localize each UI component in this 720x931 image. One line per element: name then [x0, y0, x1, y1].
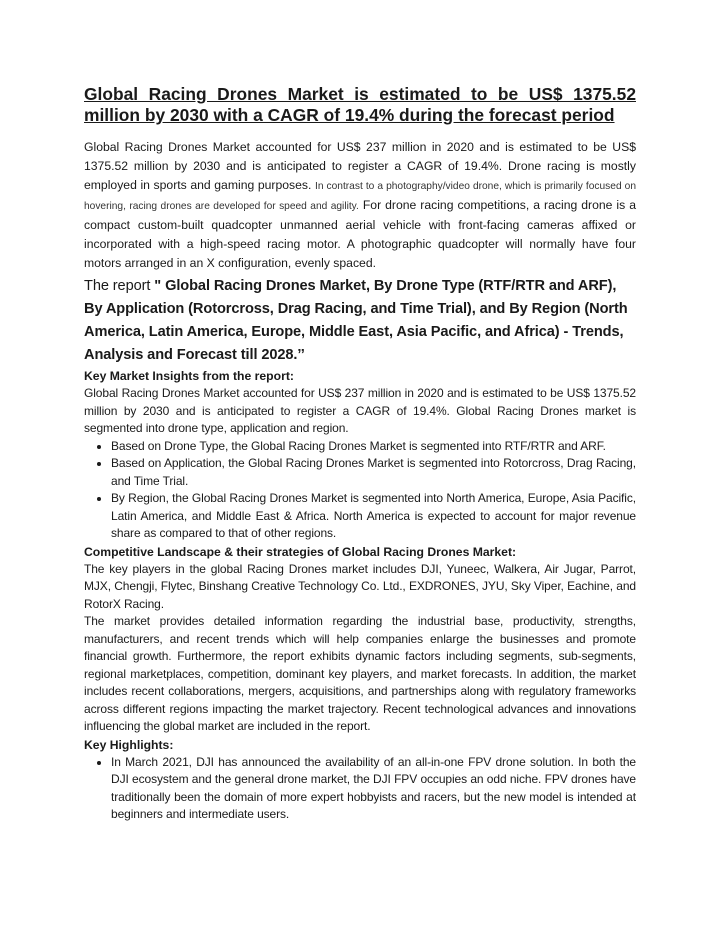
document-page	[84, 84, 636, 824]
intro-small-text: In contrast to a photography/video drone, which is primarily focused on hovering, racing drones are developed for speed and agility.	[84, 181, 636, 212]
intro-main: Global Racing Drones Market accounted for US$ 237 million in 2020 and is estimated to be US$ 1375.52 million by 2030 and is anticipated to register a CAGR of 19.4%. Drone racing is mostly employed in sports and gaming purposes.	[84, 140, 636, 192]
list-item: • In March 2021, DJI has announced the availability of an all-in-one FPV drone solution. In both the DJI ecosystem and the general drone market, the DJI FPV occupies an odd niche. FPV drones have traditionally been the domain of more expert hobbyists and racers, but the new model is intended at beginners and intermediate users.	[111, 754, 636, 824]
insights-list	[84, 438, 636, 543]
competitive-players: The key players in the global Racing Drones market includes DJI, Yuneec, Walkera, Air Jugar, Parrot, MJX, Chengji, Flytec, Binshang Creative Technology Co. Ltd., EXDRONES, JYU, Sky Viper, Eachine, and RotorX Racing.	[84, 561, 636, 611]
list-item: • Based on Application, the Global Racing Drones Market is segmented into Rotorcross, Drag Racing, and Time Trial.	[111, 455, 636, 490]
document-title: Global Racing Drones Market is estimated to be US$ 1375.52 million by 2030 with a CAGR of 19.4% during the forecast period	[84, 84, 636, 125]
intro-rest: For drone racing competitions, a racing drone is a compact custom-built quadcopter unmanned aerial vehicle with front-facing cameras affixed or incorporated with a high-speed racing motor. A photographic quadcopter will normally have four motors arranged in an X configuration, evenly spaced.	[84, 198, 636, 270]
intro-paragraph	[84, 138, 636, 273]
highlights-heading: Key Highlights:	[84, 737, 174, 752]
competitive-heading: Competitive Landscape & their strategies of Global Racing Drones Market:	[84, 544, 517, 559]
report-title	[84, 275, 636, 367]
competitive-details: The market provides detailed information regarding the industrial base, productivity, strengths, manufacturers, and recent trends which will help companies enlarge the businesses and promote financial growth. Furthermore, the report exhibits dynamic factors including segments, sub-segments, regional marketplaces, competition, dominant key players, and market forecasts. In addition, the market includes recent collaborations, mergers, acquisitions, and partnerships along with regulatory frameworks across different regions impacting the market trajectory. Recent technological advances and innovations influencing the global market are included in the report.	[84, 614, 636, 733]
insights-paragraph: Global Racing Drones Market accounted for US$ 237 million in 2020 and is estimated to be US$ 1375.52 million by 2030 and is anticipated to register a CAGR of 19.4%. Global Racing Drones market is segmented into drone type, application and region.	[84, 386, 636, 435]
report-text: Global Racing Drones Market, By Drone Type (RTF/RTR and ARF), By Application (Rotorcross, Drag Racing, and Time Trial), and By Region (North America, Latin America, Europe, Middle East, Asia Pacific, and Africa) - Trends, Analysis and Forecast till 2028.’’	[84, 278, 628, 363]
highlights-list	[84, 754, 636, 824]
insights-heading: Key Market Insights from the report:	[84, 369, 294, 383]
report-quote-mark: "	[154, 278, 162, 294]
report-lead: The report	[84, 278, 151, 294]
list-item: • Based on Drone Type, the Global Racing Drones Market is segmented into RTF/RTR and ARF.	[111, 438, 636, 456]
list-item: • By Region, the Global Racing Drones Market is segmented into North America, Europe, Asia Pacific, Latin America, and Middle East & Africa. North America is expected to account for major revenue share as compared to that of other regions.	[111, 490, 636, 543]
